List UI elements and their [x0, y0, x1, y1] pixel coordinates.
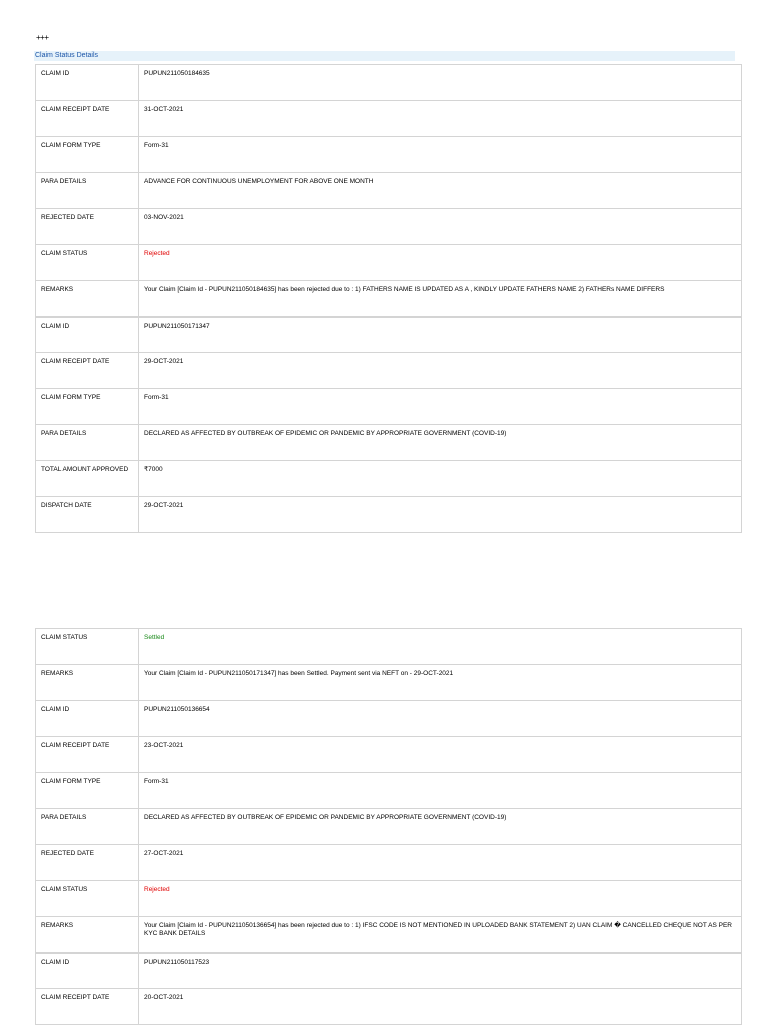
table-row [36, 173, 742, 209]
section-title: Claim Status Details [34, 51, 735, 61]
field-value: ₹7000 [139, 461, 742, 497]
field-label-claim-receipt-date: CLAIM RECEIPT DATE [36, 989, 139, 1025]
table-row [36, 497, 742, 533]
table-row [36, 737, 742, 773]
field-label-claim-form-type: CLAIM FORM TYPE [36, 137, 139, 173]
table-row [36, 101, 742, 137]
table-row [36, 701, 742, 737]
field-label-dispatch-date: DISPATCH DATE [36, 497, 139, 533]
field-value: Your Claim [Claim Id - PUPUN211050136654] has been rejected due to : 1) IFSC CODE IS NOT MENTIONED IN UPLOADED BANK STATEMENT 2) UAN CLAIM � CANCELLED CHEQUE NOT AS PER KYC BANK DETAILS [139, 917, 742, 953]
field-label-remarks: REMARKS [36, 281, 139, 317]
field-value: Form-31 [139, 773, 742, 809]
field-label-claim-status: CLAIM STATUS [36, 245, 139, 281]
field-label-claim-form-type: CLAIM FORM TYPE [36, 389, 139, 425]
table-row [36, 665, 742, 701]
field-label-claim-receipt-date: CLAIM RECEIPT DATE [36, 101, 139, 137]
field-value: 29-OCT-2021 [139, 497, 742, 533]
field-value: Form-31 [139, 389, 742, 425]
field-value: 23-OCT-2021 [139, 737, 742, 773]
field-value: PUPUN211050171347 [139, 317, 742, 353]
table-row [36, 917, 742, 953]
table-row [36, 773, 742, 809]
field-value: PUPUN211050136654 [139, 701, 742, 737]
field-label-para-details: PARA DETAILS [36, 425, 139, 461]
field-value: PUPUN211050184635 [139, 65, 742, 101]
table-row [36, 845, 742, 881]
status-value: Rejected [139, 881, 742, 917]
table-row [36, 881, 742, 917]
table-row [36, 809, 742, 845]
table-row [36, 461, 742, 497]
field-value: 20-OCT-2021 [139, 989, 742, 1025]
field-label-claim-id: CLAIM ID [36, 953, 139, 989]
field-label-claim-id: CLAIM ID [36, 317, 139, 353]
field-value: 27-OCT-2021 [139, 845, 742, 881]
field-label-remarks: REMARKS [36, 665, 139, 701]
page-marker: +++ [36, 33, 49, 42]
table-row [36, 629, 742, 665]
table-row [36, 989, 742, 1025]
field-label-claim-form-type: CLAIM FORM TYPE [36, 773, 139, 809]
status-value: Rejected [139, 245, 742, 281]
claim-table-2 [35, 628, 742, 1025]
table-row [36, 209, 742, 245]
field-label-total-amount-approved: TOTAL AMOUNT APPROVED [36, 461, 139, 497]
field-value: ADVANCE FOR CONTINUOUS UNEMPLOYMENT FOR ABOVE ONE MONTH [139, 173, 742, 209]
field-label-claim-id: CLAIM ID [36, 701, 139, 737]
field-label-para-details: PARA DETAILS [36, 809, 139, 845]
table-row [36, 389, 742, 425]
field-value: DECLARED AS AFFECTED BY OUTBREAK OF EPIDEMIC OR PANDEMIC BY APPROPRIATE GOVERNMENT (COVID-19) [139, 425, 742, 461]
field-label-claim-status: CLAIM STATUS [36, 629, 139, 665]
field-value: DECLARED AS AFFECTED BY OUTBREAK OF EPIDEMIC OR PANDEMIC BY APPROPRIATE GOVERNMENT (COVID-19) [139, 809, 742, 845]
field-value: PUPUN211050117523 [139, 953, 742, 989]
field-value: Your Claim [Claim Id - PUPUN211050184635] has been rejected due to : 1) FATHERS NAME IS UPDATED AS A , KINDLY UPDATE FATHERS NAME 2) FATHERs NAME DIFFERS [139, 281, 742, 317]
field-label-claim-status: CLAIM STATUS [36, 881, 139, 917]
field-value: 31-OCT-2021 [139, 101, 742, 137]
field-label-para-details: PARA DETAILS [36, 173, 139, 209]
table-row [36, 425, 742, 461]
field-value: 29-OCT-2021 [139, 353, 742, 389]
field-value: Your Claim [Claim Id - PUPUN211050171347] has been Settled. Payment sent via NEFT on - 29-OCT-2021 [139, 665, 742, 701]
table-row [36, 317, 742, 353]
table-row [36, 137, 742, 173]
field-label-claim-receipt-date: CLAIM RECEIPT DATE [36, 353, 139, 389]
table-row [36, 953, 742, 989]
field-value: 03-NOV-2021 [139, 209, 742, 245]
table-row [36, 245, 742, 281]
status-value: Settled [139, 629, 742, 665]
table-row [36, 281, 742, 317]
field-label-remarks: REMARKS [36, 917, 139, 953]
table-row [36, 65, 742, 101]
field-label-claim-receipt-date: CLAIM RECEIPT DATE [36, 737, 139, 773]
field-label-rejected-date: REJECTED DATE [36, 845, 139, 881]
table-row [36, 353, 742, 389]
claim-table-1 [35, 64, 742, 533]
field-value: Form-31 [139, 137, 742, 173]
field-label-claim-id: CLAIM ID [36, 65, 139, 101]
field-label-rejected-date: REJECTED DATE [36, 209, 139, 245]
